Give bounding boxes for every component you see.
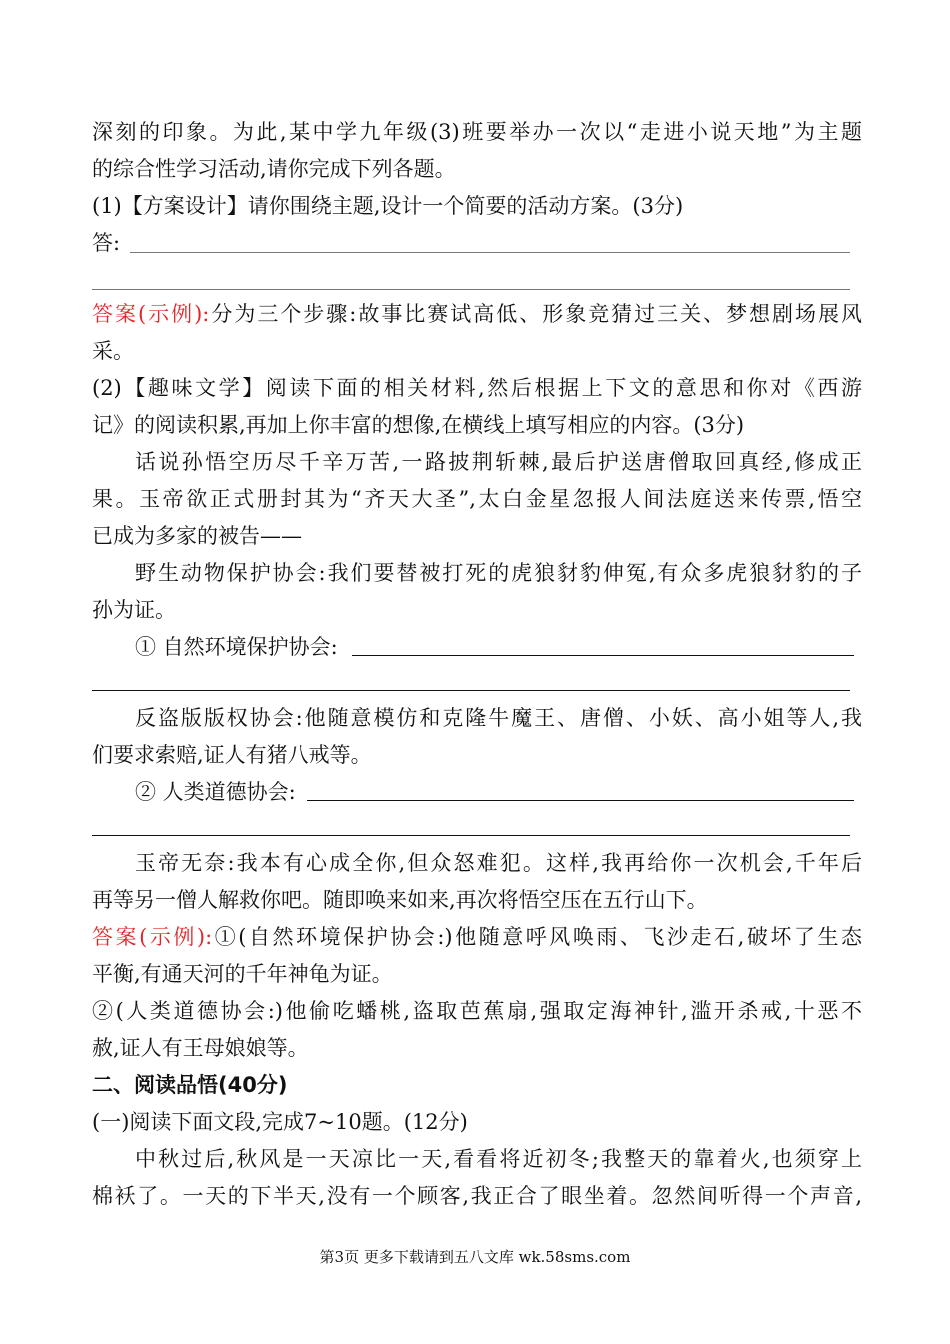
- answer-prompt: 答:: [92, 231, 121, 255]
- question-2: (2)【趣味文学】阅读下面的相关材料,然后根据上下文的意思和你对《西游: [92, 376, 862, 400]
- fill-blank-line: [307, 800, 854, 801]
- fill-blank-1: ① 自然环境保护协会:: [135, 635, 338, 659]
- text-line: 反盗版版权协会:他随意模仿和克隆牛魔王、唐僧、小妖、高小姐等人,我: [135, 706, 862, 730]
- text-line: 采。: [92, 339, 134, 363]
- answer-label: 答案(示例):: [92, 302, 210, 326]
- fill-blank-line: [352, 655, 854, 656]
- text-line: ②(人类道德协会:)他偷吃蟠桃,盗取芭蕉扇,强取定海神针,滥开杀戒,十恶不: [92, 999, 862, 1023]
- text-line: 中秋过后,秋风是一天凉比一天,看看将近初冬;我整天的靠着火,也须穿上: [135, 1147, 862, 1171]
- fill-blank-line: [92, 690, 850, 691]
- page-footer: 第3页 更多下载请到五八文库 wk.58sms.com: [319, 1248, 631, 1266]
- text-line: 平衡,有通天河的千年神龟为证。: [92, 962, 393, 986]
- text-line: 的综合性学习活动,请你完成下列各题。: [92, 157, 456, 181]
- fill-blank-2: ② 人类道德协会:: [135, 780, 296, 804]
- answer-underline: [130, 252, 850, 253]
- answer-text: 分为三个步骤:故事比赛试高低、形象竞猜过三关、梦想剧场展风: [209, 302, 862, 326]
- question-1: (1)【方案设计】请你围绕主题,设计一个简要的活动方案。(3分): [92, 194, 684, 218]
- answer-underline: [92, 289, 850, 290]
- text-line: 深刻的印象。为此,某中学九年级(3)班要举办一次以“走进小说天地”为主题: [92, 120, 862, 144]
- text-line: 赦,证人有王母娘娘等。: [92, 1036, 309, 1060]
- answer-line: [92, 296, 862, 332]
- answer-text: ①(自然环境保护协会:)他随意呼风唤雨、飞沙走石,破坏了生态: [212, 925, 862, 949]
- text-line: 已成为多家的被告——: [92, 524, 302, 548]
- section-heading: 二、阅读品悟(40分): [92, 1073, 288, 1097]
- fill-blank-line: [92, 835, 850, 836]
- text-line: 棉袄了。一天的下半天,没有一个顾客,我正合了眼坐着。忽然间听得一个声音,: [92, 1184, 862, 1208]
- answer-line: [92, 919, 862, 955]
- text-line: 再等另一僧人解救你吧。随即唤来如来,再次将悟空压在五行山下。: [92, 888, 708, 912]
- text-line: 记》的阅读积累,再加上你丰富的想像,在横线上填写相应的内容。(3分): [92, 413, 745, 437]
- answer-label: 答案(示例):: [92, 925, 213, 949]
- subsection-heading: (一)阅读下面文段,完成7~10题。(12分): [92, 1110, 468, 1134]
- text-line: 话说孙悟空历尽千辛万苦,一路披荆斩棘,最后护送唐僧取回真经,修成正: [135, 450, 862, 474]
- text-line: 玉帝无奈:我本有心成全你,但众怒难犯。这样,我再给你一次机会,千年后: [135, 851, 862, 875]
- text-line: 们要求索赔,证人有猪八戒等。: [92, 743, 372, 767]
- text-line: 果。玉帝欲正式册封其为“齐天大圣”,太白金星忽报人间法庭送来传票,悟空: [92, 487, 862, 511]
- text-line: 孙为证。: [92, 598, 176, 622]
- text-line: 野生动物保护协会:我们要替被打死的虎狼豺豹伸冤,有众多虎狼豺豹的子: [135, 561, 862, 585]
